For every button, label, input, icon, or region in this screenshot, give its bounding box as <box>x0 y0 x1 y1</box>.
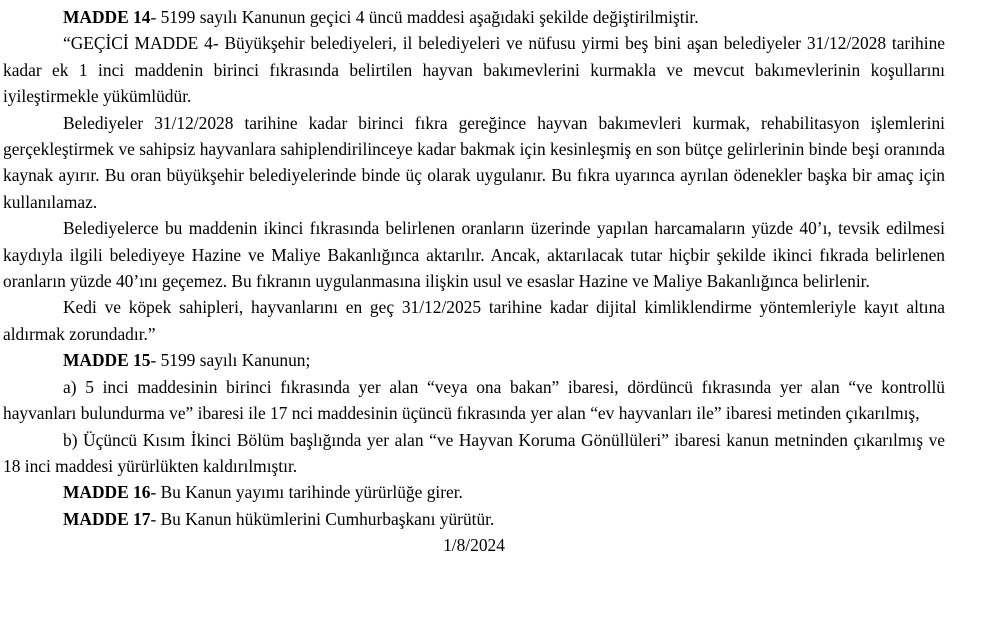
provisional-article-4-paragraph-1: “GEÇİCİ MADDE 4- Büyükşehir belediyeleri, il belediyeleri ve nüfusu yirmi beş bini aşan belediyeler 31/12/2028 tarihine kadar ek 1 inci maddenin birinci fıkrasında belirtilen hayvan bakımevlerini kurmakla ve mevcut bakımevlerinin koşullarını iyileştirmekle yükümlüdür. <box>3 33 945 107</box>
article-17-text: - Bu Kanun hükümlerini Cumhurbaşkanı yürütür. <box>150 508 495 529</box>
article-15-heading: MADDE 15 <box>63 350 151 371</box>
provisional-article-4-paragraph-2: Belediyeler 31/12/2028 tarihine kadar birinci fıkra gereğince hayvan bakımevleri kurmak, rehabilitasyon işlemlerini gerçekleştirmek ve sahipsiz hayvanlara sahiplendirilinceye kadar bakmak için kesinleşmiş en son bütçe gelirlerinin binde beşi oranında kaynak ayırır. Bu oran büyükşehir belediyelerinde binde üç olarak uygulanır. Bu fıkra uyarınca ayrılan ödenekler başka bir amaç için kullanılamaz. <box>3 112 945 212</box>
article-16-heading: MADDE 16 <box>63 482 151 503</box>
article-14-text: - 5199 sayılı Kanunun geçici 4 üncü maddesi aşağıdaki şekilde değiştirilmiştir. <box>150 7 699 27</box>
article-17 <box>3 506 945 532</box>
law-document <box>3 4 945 559</box>
article-14-heading: MADDE 14 <box>63 7 151 27</box>
article-16-text: - Bu Kanun yayımı tarihinde yürürlüğe girer. <box>150 482 463 503</box>
document-date: 1/8/2024 <box>443 535 505 556</box>
article-15-text: - 5199 sayılı Kanunun; <box>150 350 311 371</box>
provisional-article-4-paragraph-3: Belediyelerce bu maddenin ikinci fıkrasında belirlenen oranların üzerinde yapılan harcamaların yüzde 40’ı, tevsik edilmesi kaydıyla ilgili belediyeye Hazine ve Maliye Bakanlığınca aktarılır. Ancak, aktarılacak tutar hiçbir şekilde ikinci fıkrada belirlenen oranların yüzde 40’ını geçemez. Bu fıkranın uygulanmasına ilişkin usul ve esaslar Hazine ve Maliye Bakanlığınca belirlenir. <box>3 218 945 292</box>
article-17-heading: MADDE 17 <box>63 508 151 529</box>
article-16 <box>3 479 945 505</box>
provisional-article-4-paragraph-4: Kedi ve köpek sahipleri, hayvanlarını en geç 31/12/2025 tarihine kadar dijital kimliklendirme yöntemleriyle kayıt altına aldırmak zorundadır.” <box>3 297 945 344</box>
article-15-item-a: a) 5 inci maddesinin birinci fıkrasında yer alan “veya ona bakan” ibaresi, dördüncü fıkrasında yer alan “ve kontrollü hayvanları bulundurma ve” ibaresi ile 17 nci maddesinin üçüncü fıkrasında yer alan “ev hayvanları ile” ibaresi metinden çıkarılmış, <box>3 376 945 424</box>
article-15-item-b: b) Üçüncü Kısım İkinci Bölüm başlığında yer alan “ve Hayvan Koruma Gönüllüleri” ibaresi kanun metninden çıkarılmış ve 18 inci maddesi yürürlükten kaldırılmıştır. <box>3 429 945 476</box>
article-14 <box>3 4 945 30</box>
article-15 <box>3 347 945 373</box>
